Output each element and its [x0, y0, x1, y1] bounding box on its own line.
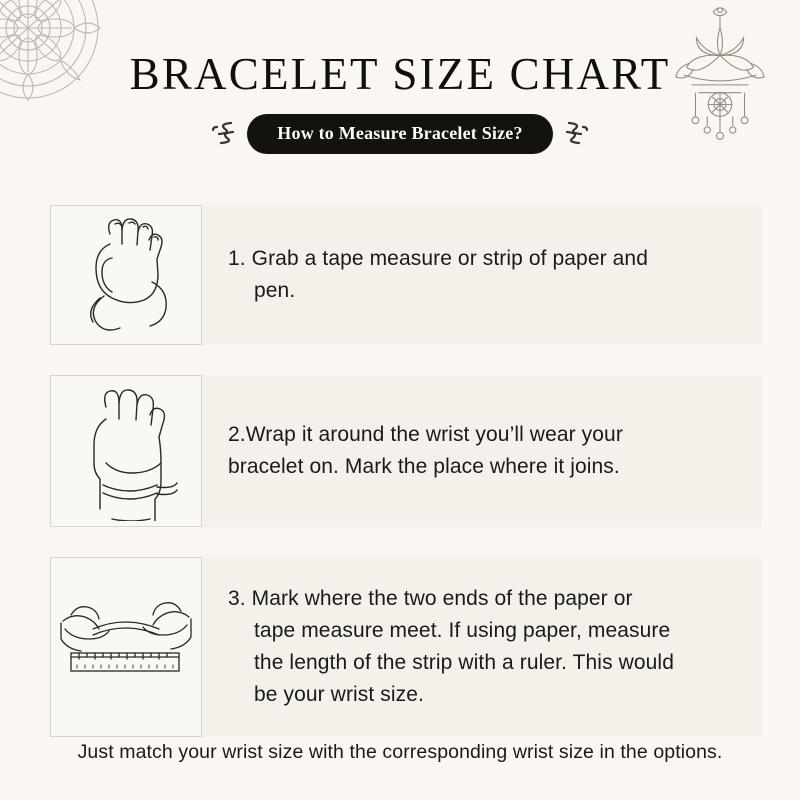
page-header: [0, 49, 800, 154]
step-item: [50, 557, 762, 737]
flourish-right-icon: [563, 119, 589, 149]
steps-list: [0, 205, 800, 767]
step-3-line-1: 3. Mark where the two ends of the paper or: [228, 587, 633, 611]
step-item: [50, 375, 762, 527]
subtitle-row: [0, 114, 800, 154]
step-3-line-2: tape measure meet. If using paper, measure: [254, 619, 671, 643]
hand-holding-tape-measure-icon: [66, 212, 186, 338]
step-1-line-1: 1. Grab a tape measure or strip of paper and: [228, 247, 648, 271]
hand-wrapping-tape-around-wrist-icon: [68, 381, 184, 521]
step-1-text: [202, 205, 762, 345]
step-3-line-3: the length of the strip with a ruler. This would: [254, 651, 674, 674]
step-3-figure: [50, 557, 202, 737]
step-item: [50, 205, 762, 345]
step-2-figure: [50, 375, 202, 527]
subtitle-pill: How to Measure Bracelet Size?: [247, 114, 552, 154]
step-3-text: [202, 557, 762, 737]
step-2-text: [202, 375, 762, 527]
page-title: BRACELET SIZE CHART: [129, 49, 671, 99]
step-2-line-1: 2.Wrap it around the wrist you’ll wear your: [228, 423, 623, 447]
footer-note: Just match your wrist size with the corresponding wrist size in the options.: [77, 741, 723, 763]
step-1-figure: [50, 205, 202, 345]
step-3-line-4: be your wrist size.: [254, 682, 424, 706]
hands-measuring-strip-with-ruler-icon: [57, 587, 195, 707]
flourish-left-icon: [211, 119, 237, 149]
step-2-line-2: bracelet on. Mark the place where it joins.: [228, 455, 620, 478]
step-1-line-2: pen.: [254, 279, 296, 302]
